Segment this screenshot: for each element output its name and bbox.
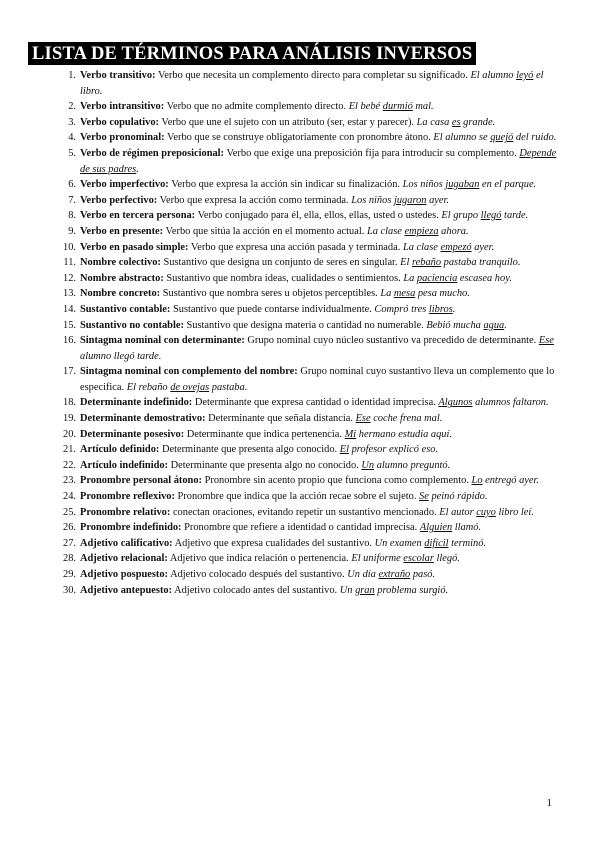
example-text-after: pesa mucho. <box>415 288 470 300</box>
term-example <box>417 117 496 128</box>
term-name: Nombre colectivo: <box>80 257 161 269</box>
term-example <box>374 304 455 315</box>
term-definition: Pronombre sin acento propio que funciona como complemento. <box>204 475 469 487</box>
example-text-after: del ruido. <box>513 132 557 144</box>
list-item <box>50 427 558 443</box>
example-highlight: Lo <box>471 475 483 487</box>
example-text-after: mal. <box>412 101 434 113</box>
term-definition: Adjetivo que indica relación o pertenencia. <box>169 553 349 565</box>
list-item <box>50 193 558 209</box>
term-definition: Grupo nominal cuyo sustantivo lleva un complemento que lo especifica. <box>80 366 555 393</box>
example-highlight: cuyo <box>476 506 496 518</box>
example-text-after: alumno preguntó. <box>374 459 451 471</box>
term-example <box>426 320 507 331</box>
item-number: 25. <box>63 506 76 518</box>
example-highlight: Algunos <box>438 397 473 409</box>
item-number: 4. <box>68 132 76 144</box>
list-item <box>50 505 558 521</box>
example-highlight: llegó <box>480 210 502 222</box>
example-text-before: La <box>403 272 417 284</box>
term-example <box>356 413 443 424</box>
example-highlight: Ese <box>355 413 371 425</box>
item-number: 28. <box>63 553 76 565</box>
term-example <box>403 273 512 284</box>
item-number: 20. <box>63 428 76 440</box>
term-example <box>345 429 452 440</box>
list-item <box>50 442 558 458</box>
example-text-before: Compró tres <box>374 303 429 315</box>
list-item <box>50 473 558 489</box>
item-number: 17. <box>63 366 76 378</box>
term-definition: Sustantivo que nombra seres u objetos perceptibles. <box>162 288 378 300</box>
item-number: 6. <box>68 179 76 191</box>
term-name: Nombre abstracto: <box>80 272 164 284</box>
list-item <box>50 286 558 302</box>
example-text-after: . <box>452 303 456 315</box>
example-highlight: rebaño <box>412 257 442 269</box>
example-text-after: tarde. <box>501 210 529 222</box>
term-name: Determinante posesivo: <box>80 428 185 440</box>
example-text-after: llamó. <box>452 522 482 534</box>
example-highlight: quejó <box>490 132 514 144</box>
term-definition: conectan oraciones, evitando repetir un sustantivo mencionado. <box>172 506 437 518</box>
example-text-after: pasó. <box>410 569 436 580</box>
list-item <box>50 255 558 271</box>
example-text-before: La <box>380 288 394 300</box>
list-item <box>50 302 558 318</box>
term-definition: Verbo que necesita un complemento directo para completar su significado. <box>157 70 468 81</box>
example-highlight: agua <box>483 319 505 331</box>
term-example <box>127 382 248 393</box>
list-item <box>50 364 558 395</box>
term-definition: Determinante que señala distancia. <box>208 413 353 425</box>
term-definition: Determinante que presenta algo conocido. <box>161 444 338 456</box>
term-example <box>439 507 534 518</box>
example-text-before: La clase <box>402 241 441 253</box>
list-item <box>50 240 558 256</box>
term-definition: Adjetivo colocado antes del sustantivo. <box>174 584 338 596</box>
example-text-after: ayer. <box>471 241 495 253</box>
item-number: 24. <box>63 491 76 503</box>
example-text-after: libro leí. <box>495 506 534 518</box>
example-text-before: Un examen <box>374 537 425 549</box>
term-example <box>347 569 435 580</box>
term-definition: Verbo que expresa la acción como terminada. <box>159 194 349 206</box>
item-number: 22. <box>63 459 76 471</box>
list-item <box>50 318 558 334</box>
example-text-after: coche frena mal. <box>370 413 443 425</box>
list-item <box>50 520 558 536</box>
example-text-after: ahora. <box>438 225 469 237</box>
term-example <box>340 585 448 596</box>
example-text-after: peinó rápido. <box>428 491 488 503</box>
example-text-before: Un <box>339 584 356 596</box>
term-definition: Verbo que sitúa la acción en el momento actual. <box>165 225 365 237</box>
term-example <box>375 538 486 549</box>
term-example <box>420 522 481 533</box>
term-definition: Grupo nominal cuyo núcleo sustantivo va precedido de determinante. <box>247 335 537 347</box>
item-number: 8. <box>68 210 76 222</box>
term-example <box>380 288 469 299</box>
term-example <box>441 210 528 221</box>
list-item <box>50 567 558 583</box>
example-text-after: alumnos faltaron. <box>472 397 549 409</box>
term-example <box>340 444 438 455</box>
term-name: Sustantivo no contable: <box>80 319 184 331</box>
item-number: 12. <box>63 272 76 284</box>
example-highlight: escolar <box>403 553 434 565</box>
document-title: LISTA DE TÉRMINOS PARA ANÁLISIS INVERSOS <box>28 42 476 65</box>
example-text-before: El rebaño <box>126 381 171 393</box>
term-name: Adjetivo pospuesto: <box>80 569 169 580</box>
example-highlight: paciencia <box>416 272 458 284</box>
term-definition: Verbo que exige una preposición fija para introducir su complemento. <box>226 147 517 159</box>
example-highlight: Depende de sus padres <box>80 147 557 175</box>
term-name: Verbo transitivo: <box>80 70 156 81</box>
example-highlight: libros <box>428 303 453 315</box>
list-item <box>50 411 558 427</box>
list-item <box>50 99 558 115</box>
term-definition: Determinante que presenta algo no conocido. <box>170 459 359 471</box>
example-text-after: . <box>504 319 507 331</box>
term-name: Determinante indefinido: <box>80 397 193 409</box>
term-example <box>400 257 520 268</box>
example-highlight: Se <box>419 491 429 503</box>
item-number: 9. <box>68 225 76 237</box>
term-name: Adjetivo calificativo: <box>80 537 173 549</box>
example-text-before: El grupo <box>441 210 481 222</box>
term-name: Verbo de régimen preposicional: <box>80 147 225 159</box>
term-example <box>351 553 460 564</box>
item-number: 29. <box>63 569 76 580</box>
list-item <box>50 115 558 131</box>
term-definition: Sustantivo que nombra ideas, cualidades o sentimientos. <box>166 272 401 284</box>
term-name: Verbo en presente: <box>80 225 164 237</box>
terms-list <box>50 68 558 598</box>
list-item <box>50 583 558 599</box>
example-text-before: El autor <box>439 506 477 518</box>
term-name: Sustantivo contable: <box>80 303 171 315</box>
example-text-after: . <box>136 163 139 175</box>
example-highlight: empezó <box>440 241 472 253</box>
list-item <box>50 489 558 505</box>
term-name: Verbo intransitivo: <box>80 101 165 113</box>
example-text-after: el libro. <box>80 70 544 97</box>
example-highlight: jugaron <box>393 194 427 206</box>
item-number: 27. <box>63 537 76 549</box>
term-name: Adjetivo relacional: <box>80 553 168 565</box>
item-number: 13. <box>63 288 76 300</box>
term-example <box>403 179 537 190</box>
example-text-after: pastaba. <box>209 381 248 393</box>
item-number: 11. <box>63 257 76 269</box>
term-definition: Verbo que se construye obligatoriamente con pronombre átono. <box>167 132 431 144</box>
term-example <box>438 397 548 408</box>
term-example <box>419 491 487 502</box>
example-text-after: en el parque. <box>479 179 537 191</box>
example-highlight: leyó <box>516 70 534 81</box>
term-name: Pronombre personal átono: <box>80 475 202 487</box>
example-text-before: El bebé <box>348 101 383 113</box>
item-number: 23. <box>63 475 76 487</box>
term-example <box>351 195 449 206</box>
example-highlight: Un <box>361 459 375 471</box>
example-text-after: profesor explicó eso. <box>348 444 439 456</box>
term-name: Adjetivo antepuesto: <box>80 584 173 596</box>
example-highlight: empieza <box>404 225 439 237</box>
list-item <box>50 271 558 287</box>
term-name: Sintagma nominal con complemento del nombre: <box>80 366 298 378</box>
list-item <box>50 177 558 193</box>
term-name: Artículo definido: <box>80 444 160 456</box>
item-number: 26. <box>63 522 76 534</box>
example-text-before: Los niños <box>402 179 446 191</box>
term-definition: Verbo que expresa la acción sin indicar su finalización. <box>171 179 400 191</box>
example-highlight: El <box>339 444 349 456</box>
list-item <box>50 224 558 240</box>
example-text-before: Los niños <box>351 194 394 206</box>
list-item <box>50 458 558 474</box>
term-name: Verbo pronominal: <box>80 132 165 144</box>
item-number: 1. <box>68 70 76 81</box>
example-highlight: jugaban <box>445 179 480 191</box>
example-highlight: Ese <box>538 335 554 347</box>
item-number: 2. <box>68 101 76 113</box>
list-item <box>50 208 558 224</box>
example-text-after: alumno llegó tarde. <box>80 350 162 362</box>
term-definition: Pronombre que indica que la acción recae sobre el sujeto. <box>177 491 417 503</box>
term-name: Artículo indefinido: <box>80 459 169 471</box>
item-number: 5. <box>68 147 76 159</box>
example-text-after: hermano estudia aquí. <box>356 428 452 440</box>
term-name: Determinante demostrativo: <box>80 413 206 425</box>
list-item <box>50 536 558 552</box>
example-highlight: es <box>451 116 461 128</box>
term-definition: Verbo que expresa una acción pasada y terminada. <box>190 241 401 253</box>
example-text-after: escasea hoy. <box>457 272 512 284</box>
item-number: 18. <box>63 397 76 409</box>
item-number: 19. <box>63 413 76 425</box>
list-item <box>50 68 558 99</box>
example-text-after: entregó ayer. <box>482 475 539 487</box>
example-highlight: de ovejas <box>170 381 210 393</box>
example-text-before: Un día <box>347 569 379 580</box>
page-number: 1 <box>546 797 552 809</box>
term-definition: Determinante que indica pertenencia. <box>186 428 343 440</box>
example-text-before: Bebió mucha <box>426 319 484 331</box>
example-text-after: terminó. <box>448 537 487 549</box>
example-highlight: mesa <box>393 288 416 300</box>
example-text-after: grande. <box>460 116 496 128</box>
term-definition: Sustantivo que designa materia o cantidad no numerable. <box>186 319 424 331</box>
list-item <box>50 395 558 411</box>
item-number: 10. <box>63 241 76 253</box>
term-example <box>349 101 434 112</box>
term-name: Verbo copulativo: <box>80 116 159 128</box>
term-definition: Adjetivo colocado después del sustantivo. <box>170 569 345 580</box>
example-text-after: ayer. <box>426 194 450 206</box>
example-highlight: durmió <box>382 101 413 113</box>
term-name: Verbo en tercera persona: <box>80 210 196 222</box>
term-definition: Pronombre que refiere a identidad o cantidad imprecisa. <box>184 522 418 534</box>
term-example <box>472 475 539 486</box>
term-name: Verbo perfectivo: <box>80 194 158 206</box>
item-number: 7. <box>68 194 76 206</box>
term-definition: Verbo que no admite complemento directo. <box>166 101 347 113</box>
item-number: 15. <box>63 319 76 331</box>
list-item <box>50 551 558 567</box>
term-name: Pronombre relativo: <box>80 506 171 518</box>
term-example <box>433 132 556 143</box>
example-highlight: difícil <box>424 537 449 549</box>
example-text-before: La casa <box>416 116 452 128</box>
term-example <box>403 242 494 253</box>
example-highlight: Alguien <box>419 522 453 534</box>
example-highlight: gran <box>355 584 375 596</box>
term-name: Verbo en pasado simple: <box>80 241 189 253</box>
item-number: 3. <box>68 116 76 128</box>
list-item <box>50 333 558 364</box>
item-number: 21. <box>63 444 76 456</box>
term-name: Nombre concreto: <box>80 288 161 300</box>
item-number: 14. <box>63 303 76 315</box>
example-text-after: llegó. <box>433 553 460 565</box>
term-name: Sintagma nominal con determinante: <box>80 335 245 347</box>
term-definition: Sustantivo que designa un conjunto de seres en singular. <box>163 257 398 269</box>
example-text-after: problema surgió. <box>374 584 449 596</box>
example-text-before: El uniforme <box>351 553 404 565</box>
list-item <box>50 130 558 146</box>
item-number: 16. <box>63 335 76 347</box>
example-highlight: extraño <box>378 569 411 580</box>
term-definition: Verbo que une el sujeto con un atributo (ser, estar y parecer). <box>161 116 415 128</box>
term-example <box>367 226 469 237</box>
term-example <box>361 460 450 471</box>
term-name: Pronombre reflexivo: <box>80 491 175 503</box>
item-number: 30. <box>63 584 76 596</box>
example-highlight: Mi <box>344 428 357 440</box>
term-definition: Verbo conjugado para él, ella, ellos, ellas, usted o ustedes. <box>197 210 439 222</box>
example-text-after: pastaba tranquilo. <box>441 257 521 269</box>
example-text-before: El <box>400 257 412 269</box>
term-definition: Adjetivo que expresa cualidades del sustantivo. <box>174 537 373 549</box>
example-text-before: La clase <box>366 225 405 237</box>
term-definition: Sustantivo que puede contarse individualmente. <box>172 303 372 315</box>
example-text-before: El alumno se <box>433 132 491 144</box>
example-text-before: El alumno <box>470 70 517 81</box>
term-name: Verbo imperfectivo: <box>80 179 169 191</box>
term-name: Pronombre indefinido: <box>80 522 182 534</box>
list-item <box>50 146 558 177</box>
term-definition: Determinante que expresa cantidad o identidad imprecisa. <box>194 397 436 409</box>
